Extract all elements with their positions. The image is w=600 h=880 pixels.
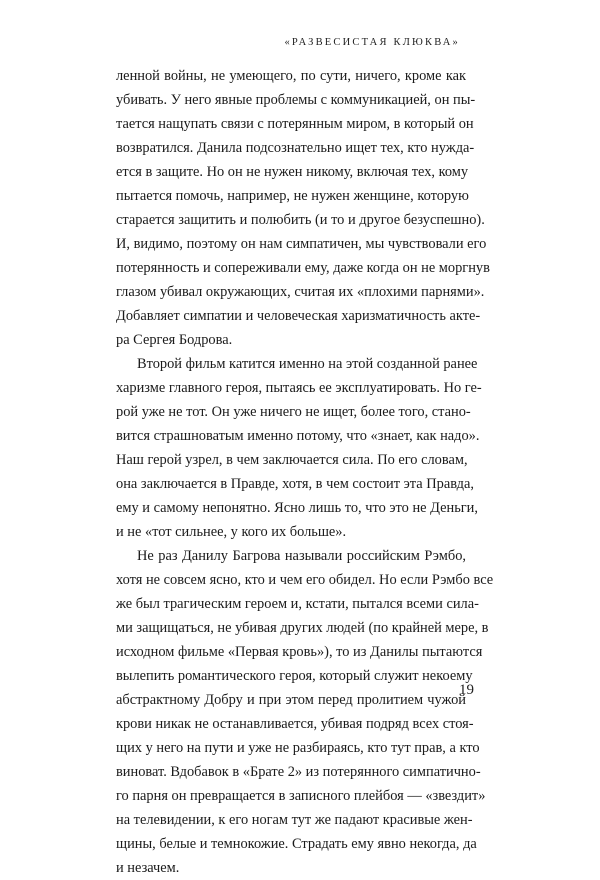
text-line: И, видимо, поэтому он нам симпатичен, мы чувствовали его — [116, 236, 487, 252]
text-line: абстрактному Добру и при этом перед пролитием чужой — [116, 692, 466, 708]
text-line: вится страшноватым именно потому, что «знает, как надо». — [116, 428, 480, 444]
running-head: «РАЗВЕСИСТАЯ КЛЮКВА» — [284, 37, 460, 48]
text-line: старается защитить и полюбить (и то и другое безуспешно). — [116, 212, 485, 228]
text-line: харизме главного героя, пытаясь ее эксплуатировать. Но ге- — [116, 380, 482, 396]
text-line: щины, белые и темнокожие. Страдать ему явно некогда, да — [116, 836, 477, 852]
text-line: глазом убивал окружающих, считая их «плохими парнями». — [116, 284, 485, 300]
text-line: щих у него на пути и уже не разбираясь, кто тут прав, а кто — [116, 740, 480, 756]
text-line: го парня он превращается в записного плейбоя — «звездит» — [116, 788, 486, 804]
text-line: ему и самому непонятно. Ясно лишь то, что это не Деньги, — [116, 500, 478, 516]
text-line: на телевидении, к его ногам тут же падают красивые жен- — [116, 812, 473, 828]
paragraph-end-line: и не «тот сильнее, у кого их больше». — [116, 524, 347, 540]
text-line: исходном фильме «Первая кровь»), то из Данилы пытаются — [116, 644, 483, 660]
text-line: тается нащупать связи с потерянным миром, в который он — [116, 116, 474, 132]
paragraph-end-line: ра Сергея Бодрова. — [116, 332, 233, 348]
paragraph-end-line: и незачем. — [116, 860, 180, 876]
text-line: ми защищаться, не убивая других людей (по крайней мере, в — [116, 620, 489, 636]
text-line: пытается помочь, например, не нужен женщине, которую — [116, 188, 469, 204]
text-line: же был трагическим героем и, кстати, пытался всеми сила- — [116, 596, 479, 612]
paragraph-start-line: Второй фильм катится именно на этой созданной ранее — [137, 356, 478, 372]
paragraph-start-line: Не раз Данилу Багрова называли российским Рэмбо, — [137, 548, 466, 564]
page-number: 19 — [459, 682, 474, 698]
text-line: она заключается в Правде, хотя, в чем состоит эта Правда, — [116, 476, 474, 492]
text-line: хотя не совсем ясно, кто и чем его обидел. Но если Рэмбо все — [116, 572, 494, 588]
text-line: убивать. У него явные проблемы с коммуникацией, он пы- — [116, 92, 476, 108]
text-line: ленной войны, не умеющего, по сути, ничего, кроме как — [116, 68, 466, 84]
text-line: крови никак не останавливается, убивая подряд всех стоя- — [116, 716, 474, 732]
text-line: Наш герой узрел, в чем заключается сила. По его словам, — [116, 452, 468, 468]
text-line: вылепить романтического героя, который служит некоему — [116, 668, 473, 684]
text-line: виноват. Вдобавок в «Брате 2» из потерянного симпатично- — [116, 764, 481, 780]
text-line: ется в защите. Но он не нужен никому, включая тех, кому — [116, 164, 469, 180]
text-line: рой уже не тот. Он уже ничего не ищет, более того, стано- — [116, 404, 471, 420]
text-line: потерянность и сопереживали ему, даже когда он не моргнув — [116, 260, 490, 276]
text-line: Добавляет симпатии и человеческая харизматичность акте- — [116, 308, 481, 324]
text-line: возвратился. Данила подсознательно ищет тех, кто нужда- — [116, 140, 475, 156]
